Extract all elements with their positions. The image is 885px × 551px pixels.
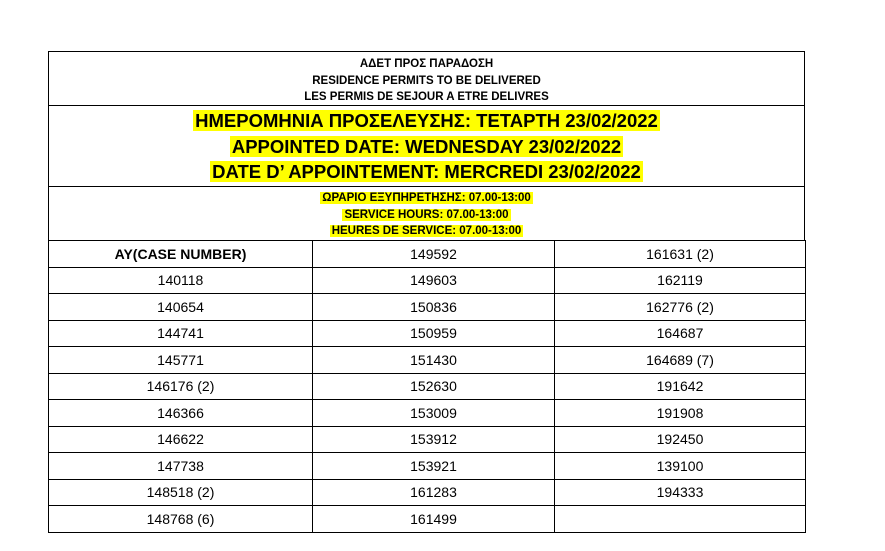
case-number-cell: 191642	[555, 373, 806, 400]
table-row	[49, 241, 806, 268]
service-hours-english: SERVICE HOURS: 07.00-13:00	[344, 208, 509, 221]
service-hours-block	[48, 186, 805, 240]
appointment-greek: ΗΜΕΡΟΜΗΝΙΑ ΠΡΟΣΕΛΕΥΣΗΣ: ΤΕΤΑΡΤΗ 23/02/2022	[195, 110, 658, 131]
case-number-cell: 151430	[313, 347, 555, 374]
case-number-cell: 164687	[555, 320, 806, 347]
case-number-cell: 145771	[49, 347, 313, 374]
case-number-cell: 161283	[313, 479, 555, 506]
case-number-cell: 146366	[49, 400, 313, 427]
table-row	[49, 294, 806, 321]
case-number-table	[48, 240, 806, 533]
table-row	[49, 506, 806, 533]
case-number-cell: 153921	[313, 453, 555, 480]
table-row	[49, 347, 806, 374]
case-number-cell: 191908	[555, 400, 806, 427]
case-number-cell: 150836	[313, 294, 555, 321]
table-row	[49, 400, 806, 427]
case-number-column-header: ΑΥ(CASE NUMBER)	[49, 241, 313, 268]
case-number-cell: 144741	[49, 320, 313, 347]
appointment-english: APPOINTED DATE: WEDNESDAY 23/02/2022	[231, 135, 622, 157]
case-number-cell: 149592	[313, 241, 555, 268]
case-number-cell: 194333	[555, 479, 806, 506]
table-row	[49, 453, 806, 480]
case-number-cell: 140654	[49, 294, 313, 321]
service-hours-french: HEURES DE SERVICE: 07.00-13:00	[331, 225, 522, 237]
notice-header	[48, 51, 805, 105]
case-number-cell: 152630	[313, 373, 555, 400]
table-row	[49, 320, 806, 347]
case-number-cell: 192450	[555, 426, 806, 453]
header-english: RESIDENCE PERMITS TO BE DELIVERED	[312, 74, 541, 87]
case-number-cell: 140118	[49, 267, 313, 294]
table-row	[49, 267, 806, 294]
table-row	[49, 426, 806, 453]
case-number-cell: 161499	[313, 506, 555, 533]
case-number-cell: 153009	[313, 400, 555, 427]
appointment-date-block	[48, 105, 805, 186]
case-number-cell: 161631 (2)	[555, 241, 806, 268]
case-number-cell: 148518 (2)	[49, 479, 313, 506]
table-row	[49, 479, 806, 506]
case-number-cell: 150959	[313, 320, 555, 347]
case-number-cell: 146622	[49, 426, 313, 453]
case-number-cell: 146176 (2)	[49, 373, 313, 400]
case-number-cell: 164689 (7)	[555, 347, 806, 374]
header-french: LES PERMIS DE SEJOUR A ETRE DELIVRES	[304, 91, 549, 103]
case-number-cell: 148768 (6)	[49, 506, 313, 533]
table-row	[49, 373, 806, 400]
permits-notice	[48, 51, 805, 533]
service-hours-greek: ΩΡΑΡΙΟ ΕΞΥΠΗΡΕΤΗΣΗΣ: 07.00-13:00	[322, 192, 531, 204]
case-number-cell: 147738	[49, 453, 313, 480]
case-number-cell: 149603	[313, 267, 555, 294]
case-number-cell: 162776 (2)	[555, 294, 806, 321]
appointment-french: DATE D’ APPOINTEMENT: MERCREDI 23/02/2022	[212, 161, 641, 182]
case-number-cell	[555, 506, 806, 533]
header-greek: ΑΔΕΤ ΠΡΟΣ ΠΑΡΑΔΟΣΗ	[359, 58, 494, 70]
case-number-cell: 153912	[313, 426, 555, 453]
case-number-cell: 162119	[555, 267, 806, 294]
case-number-cell: 139100	[555, 453, 806, 480]
